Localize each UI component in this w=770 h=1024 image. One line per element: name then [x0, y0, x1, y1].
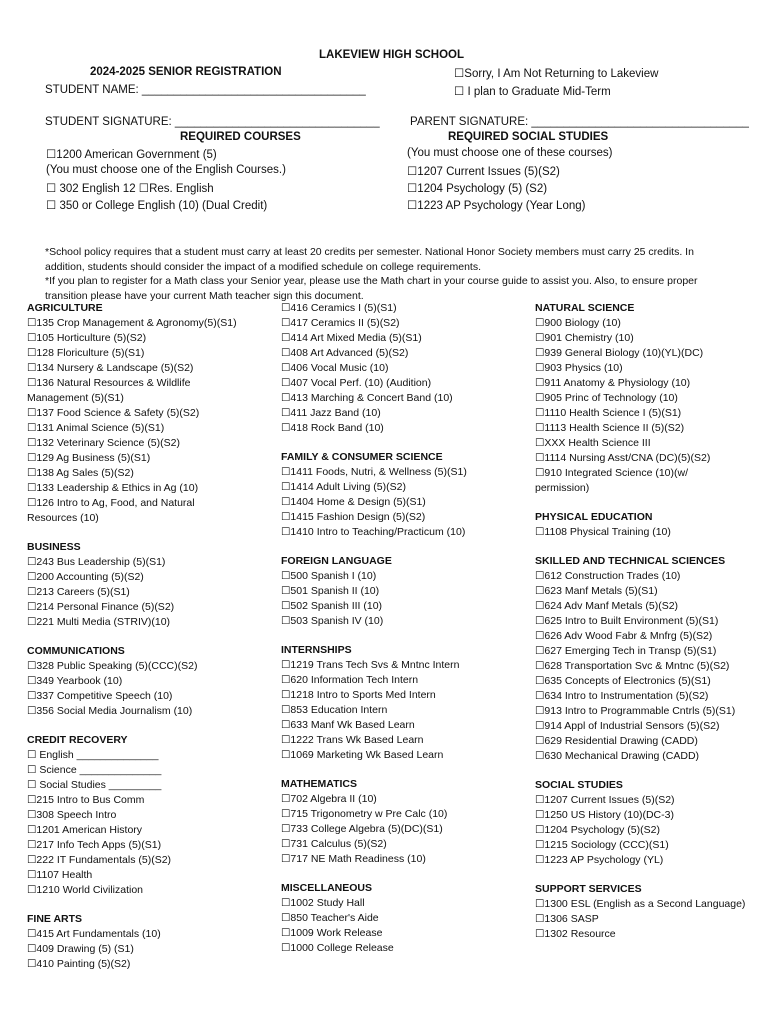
course-item[interactable]: ☐128 Floriculture (5)(S1) [27, 347, 145, 359]
section-heading-fine-arts: FINE ARTS [27, 913, 83, 925]
course-item[interactable]: ☐1222 Trans Wk Based Learn [281, 734, 424, 746]
course-item[interactable]: ☐135 Crop Management & Agronomy(5)(S1) [27, 317, 237, 329]
course-item[interactable]: ☐356 Social Media Journalism (10) [27, 705, 193, 717]
parent-signature-field[interactable]: PARENT SIGNATURE: __________________________________ [410, 116, 749, 128]
course-item[interactable]: ☐ Social Studies _________ [27, 779, 162, 791]
course-item[interactable]: ☐217 Info Tech Apps (5)(S1) [27, 839, 162, 851]
section-heading-business: BUSINESS [27, 541, 81, 553]
form-title: 2024-2025 SENIOR REGISTRATION [90, 66, 282, 78]
section-heading-mathematics: MATHEMATICS [281, 778, 358, 790]
course-item[interactable]: ☐500 Spanish I (10) [281, 570, 377, 582]
course-item[interactable]: ☐1207 Current Issues (5)(S2) [535, 794, 675, 806]
course-item[interactable]: ☐1114 Nursing Asst/CNA (DC)(5)(S2) [535, 452, 711, 464]
course-item[interactable]: ☐1411 Foods, Nutri, & Wellness (5)(S1) [281, 466, 467, 478]
course-item[interactable]: ☐415 Art Fundamentals (10) [27, 928, 161, 940]
course-item[interactable]: ☐1210 World Civilization [27, 884, 144, 896]
course-item[interactable]: ☐901 Chemistry (10) [535, 332, 634, 344]
section-heading-foreign-language: FOREIGN LANGUAGE [281, 555, 392, 567]
course-item[interactable]: ☐624 Adv Manf Metals (5)(S2) [535, 600, 679, 612]
section-heading-communications: COMMUNICATIONS [27, 645, 125, 657]
course-item[interactable]: ☐215 Intro to Bus Comm [27, 794, 145, 806]
course-item[interactable]: ☐411 Jazz Band (10) [281, 407, 381, 419]
course-item[interactable]: ☐133 Leadership & Ethics in Ag (10) [27, 482, 199, 494]
course-item[interactable]: ☐502 Spanish III (10) [281, 600, 383, 612]
course-item[interactable]: ☐131 Animal Science (5)(S1) [27, 422, 165, 434]
course-item[interactable]: ☐136 Natural Resources & Wildlife [27, 377, 191, 389]
course-item[interactable]: ☐416 Ceramics I (5)(S1) [281, 302, 397, 314]
course-item[interactable]: ☐ English ______________ [27, 749, 159, 761]
course-item[interactable]: ☐214 Personal Finance (5)(S2) [27, 601, 175, 613]
course-item[interactable]: ☐1302 Resource [535, 928, 616, 940]
course-item[interactable]: ☐1000 College Release [281, 942, 394, 954]
section-heading-family-consumer-science: FAMILY & CONSUMER SCIENCE [281, 451, 443, 463]
course-item[interactable]: ☐612 Construction Trades (10) [535, 570, 681, 582]
course-item[interactable]: ☐850 Teacher's Aide [281, 912, 379, 924]
course-item[interactable]: ☐733 College Algebra (5)(DC)(S1) [281, 823, 443, 835]
course-item[interactable]: ☐1218 Intro to Sports Med Intern [281, 689, 436, 701]
school-name: LAKEVIEW HIGH SCHOOL [319, 49, 465, 61]
course-item[interactable]: ☐1107 Health [27, 869, 93, 881]
course-item-continued: Management (5)(S1) [27, 392, 124, 404]
course-item[interactable]: ☐1204 Psychology (5)(S2) [535, 824, 660, 836]
course-item[interactable]: ☐913 Intro to Programmable Cntrls (5)(S1) [535, 705, 736, 717]
course-item[interactable]: ☐1113 Health Science II (5)(S2) [535, 422, 685, 434]
course-item[interactable]: ☐910 Integrated Science (10)(w/ [535, 467, 688, 479]
credit-policy-note: *School policy requires that a student must carry at least 20 credits per semester. National Honor Society members must carry 25 credits. In addition, students should consider the impact of a modified schedule on college requirements. [45, 246, 694, 273]
course-item[interactable]: ☐410 Painting (5)(S2) [27, 958, 131, 970]
course-item[interactable]: ☐1414 Adult Living (5)(S2) [281, 481, 406, 493]
course-item[interactable]: ☐1215 Sociology (CCC)(S1) [535, 839, 669, 851]
mid-term-checkbox[interactable]: ☐ I plan to Graduate Mid-Term [454, 86, 611, 98]
course-item[interactable]: ☐620 Information Tech Intern [281, 674, 419, 686]
course-item[interactable]: ☐126 Intro to Ag, Food, and Natural [27, 497, 195, 509]
course-item[interactable]: ☐911 Anatomy & Physiology (10) [535, 377, 691, 389]
required-course-line[interactable]: ☐1200 American Government (5) [46, 149, 217, 161]
course-item-continued: permission) [535, 482, 590, 494]
course-item[interactable]: ☐903 Physics (10) [535, 362, 623, 374]
required-course-line[interactable]: ☐ 350 or College English (10) (Dual Credit) [46, 200, 268, 212]
course-item[interactable]: ☐137 Food Science & Safety (5)(S2) [27, 407, 200, 419]
course-item[interactable]: ☐222 IT Fundamentals (5)(S2) [27, 854, 172, 866]
section-heading-credit-recovery: CREDIT RECOVERY [27, 734, 128, 746]
column-1 [27, 301, 272, 972]
course-item[interactable]: ☐635 Concepts of Electronics (5)(S1) [535, 675, 711, 687]
course-item[interactable]: ☐132 Veterinary Science (5)(S2) [27, 437, 180, 449]
course-item[interactable]: ☐501 Spanish II (10) [281, 585, 380, 597]
course-item[interactable]: ☐633 Manf Wk Based Learn [281, 719, 415, 731]
course-item[interactable]: ☐1069 Marketing Wk Based Learn [281, 749, 444, 761]
course-item[interactable]: ☐243 Bus Leadership (5)(S1) [27, 556, 166, 568]
course-item[interactable]: ☐409 Drawing (5) (S1) [27, 943, 134, 955]
course-item[interactable]: ☐1002 Study Hall [281, 897, 365, 909]
course-item[interactable]: ☐503 Spanish IV (10) [281, 615, 384, 627]
required-social-note: (You must choose one of these courses) [407, 147, 613, 159]
required-course-note: (You must choose one of the English Courses.) [46, 164, 286, 176]
course-item[interactable]: ☐337 Competitive Speech (10) [27, 690, 173, 702]
course-item[interactable]: ☐702 Algebra II (10) [281, 793, 377, 805]
course-item[interactable]: ☐221 Multi Media (STRIV)(10) [27, 616, 171, 628]
required-social-line[interactable]: ☐1207 Current Issues (5)(S2) [407, 166, 560, 178]
required-social-heading: REQUIRED SOCIAL STUDIES [448, 131, 609, 143]
course-item[interactable]: ☐417 Ceramics II (5)(S2) [281, 317, 400, 329]
course-item[interactable]: ☐406 Vocal Music (10) [281, 362, 389, 374]
course-item[interactable]: ☐731 Calculus (5)(S2) [281, 838, 387, 850]
course-item[interactable]: ☐418 Rock Band (10) [281, 422, 384, 434]
course-item[interactable]: ☐408 Art Advanced (5)(S2) [281, 347, 409, 359]
course-item[interactable]: ☐105 Horticulture (5)(S2) [27, 332, 147, 344]
section-heading-internships: INTERNSHIPS [281, 644, 352, 656]
course-item[interactable]: ☐628 Transportation Svc & Mntnc (5)(S2) [535, 660, 730, 672]
course-item[interactable]: ☐1404 Home & Design (5)(S1) [281, 496, 426, 508]
course-item[interactable]: ☐407 Vocal Perf. (10) (Audition) [281, 377, 432, 389]
course-item[interactable]: ☐905 Princ of Technology (10) [535, 392, 678, 404]
course-item[interactable]: ☐1306 SASP [535, 913, 599, 925]
course-item[interactable]: ☐XXX Health Science III [535, 437, 651, 449]
course-item[interactable]: ☐213 Careers (5)(S1) [27, 586, 130, 598]
course-item[interactable]: ☐1108 Physical Training (10) [535, 526, 671, 538]
course-item[interactable]: ☐1009 Work Release [281, 927, 383, 939]
course-item[interactable]: ☐1110 Health Science I (5)(S1) [535, 407, 682, 419]
required-courses-heading: REQUIRED COURSES [180, 131, 301, 143]
course-item[interactable]: ☐1410 Intro to Teaching/Practicum (10) [281, 526, 466, 538]
required-course-line[interactable]: ☐ 302 English 12 ☐Res. English [46, 183, 214, 195]
course-item[interactable]: ☐715 Trigonometry w Pre Calc (10) [281, 808, 448, 820]
course-item[interactable]: ☐1415 Fashion Design (5)(S2) [281, 511, 426, 523]
course-item[interactable]: ☐308 Speech Intro [27, 809, 117, 821]
section-heading-agriculture: AGRICULTURE [27, 302, 103, 314]
column-3 [535, 301, 767, 942]
course-item[interactable]: ☐717 NE Math Readiness (10) [281, 853, 426, 865]
course-item[interactable]: ☐630 Mechanical Drawing (CADD) [535, 750, 700, 762]
course-item[interactable]: ☐349 Yearbook (10) [27, 675, 123, 687]
course-item[interactable]: ☐626 Adv Wood Fabr & Mnfrg (5)(S2) [535, 630, 713, 642]
section-heading-support-services: SUPPORT SERVICES [535, 883, 642, 895]
course-item[interactable]: ☐200 Accounting (5)(S2) [27, 571, 144, 583]
math-note: *If you plan to register for a Math class your Senior year, please use the Math chart in your course guide to assist you. Also, to ensure proper transition please have your current Math teacher sign this document. [45, 275, 698, 302]
course-item[interactable]: ☐939 General Biology (10)(YL)(DC) [535, 347, 704, 359]
required-social-line[interactable]: ☐1204 Psychology (5) (S2) [407, 183, 548, 195]
course-item[interactable]: ☐1300 ESL (English as a Second Language) [535, 898, 746, 910]
course-item[interactable]: ☐900 Biology (10) [535, 317, 621, 329]
course-item[interactable]: ☐1250 US History (10)(DC-3) [535, 809, 674, 821]
course-item[interactable]: ☐138 Ag Sales (5)(S2) [27, 467, 134, 479]
course-item[interactable]: ☐853 Education Intern [281, 704, 388, 716]
course-item[interactable]: ☐1219 Trans Tech Svs & Mntnc Intern [281, 659, 460, 671]
course-item[interactable]: ☐134 Nursery & Landscape (5)(S2) [27, 362, 194, 374]
course-item[interactable]: ☐914 Appl of Industrial Sensors (5)(S2) [535, 720, 720, 732]
section-heading-social-studies: SOCIAL STUDIES [535, 779, 623, 791]
course-item[interactable]: ☐414 Art Mixed Media (5)(S1) [281, 332, 422, 344]
course-item[interactable]: ☐328 Public Speaking (5)(CCC)(S2) [27, 660, 198, 672]
course-item[interactable]: ☐629 Residential Drawing (CADD) [535, 735, 698, 747]
section-heading-skilled-technical: SKILLED AND TECHNICAL SCIENCES [535, 555, 726, 567]
section-heading-miscellaneous: MISCELLANEOUS [281, 882, 373, 894]
course-item[interactable]: ☐634 Intro to Instrumentation (5)(S2) [535, 690, 709, 702]
course-item[interactable]: ☐ Science ______________ [27, 764, 162, 776]
student-signature-field[interactable]: STUDENT SIGNATURE: ________________________________ [45, 116, 380, 128]
course-item-continued: Resources (10) [27, 512, 99, 524]
student-name-field[interactable]: STUDENT NAME: ___________________________________ [45, 84, 366, 96]
course-item[interactable]: ☐1201 American History [27, 824, 143, 836]
course-item[interactable]: ☐625 Intro to Built Environment (5)(S1) [535, 615, 719, 627]
course-item[interactable]: ☐623 Manf Metals (5)(S1) [535, 585, 658, 597]
section-heading-natural-science: NATURAL SCIENCE [535, 302, 635, 314]
course-item[interactable]: ☐627 Emerging Tech in Transp (5)(S1) [535, 645, 717, 657]
course-item[interactable]: ☐129 Ag Business (5)(S1) [27, 452, 151, 464]
course-item[interactable]: ☐413 Marching & Concert Band (10) [281, 392, 453, 404]
required-social-line[interactable]: ☐1223 AP Psychology (Year Long) [407, 200, 586, 212]
not-returning-checkbox[interactable]: ☐Sorry, I Am Not Returning to Lakeview [454, 68, 659, 80]
course-item[interactable]: ☐1223 AP Psychology (YL) [535, 854, 664, 866]
section-heading-physical-education: PHYSICAL EDUCATION [535, 511, 653, 523]
column-2 [281, 301, 526, 956]
